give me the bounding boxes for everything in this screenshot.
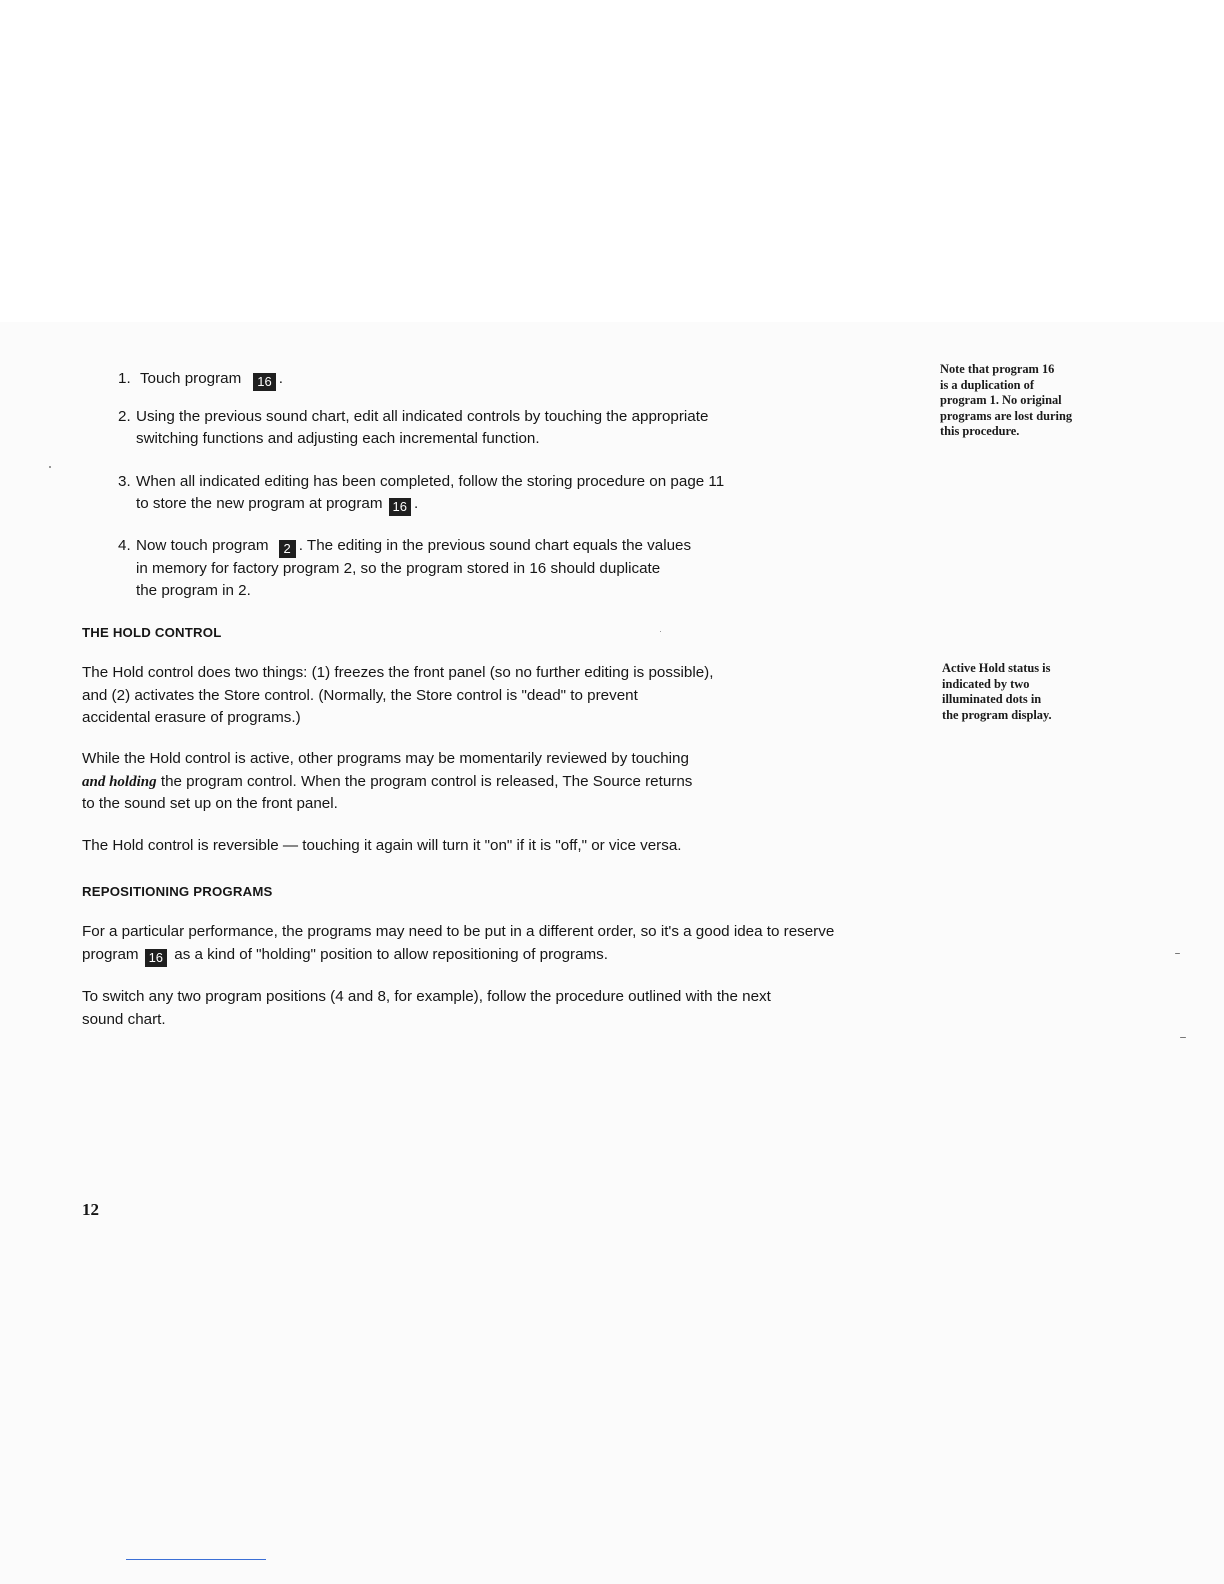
step-text-cont: the program in 2. [136,582,251,599]
paragraph-line: While the Hold control is active, other programs may be momentarily reviewed by touching [82,750,689,767]
step-number: 2. [118,408,131,425]
step-number: 4. [118,537,131,554]
step-text: When all indicated editing has been completed, follow the storing procedure on page 11 [136,473,725,490]
step-punct: . [413,495,419,512]
paragraph-line: To switch any two program positions (4 and 8, for example), follow the procedure outlined with the next [82,988,771,1005]
program-button-icon: 16 [145,949,167,967]
scan-speck [660,631,661,632]
emphasis-text: and holding [82,773,157,790]
paragraph-line: the program control. When the program control is released, The Source returns [156,772,693,790]
bottom-rule [126,1559,266,1560]
paragraph-line: program [82,945,139,963]
margin-note-duplication [940,362,1072,440]
hold-paragraph-1 [82,662,713,730]
note-line: programs are lost during [940,408,1073,423]
paragraph-line: For a particular performance, the programs may need to be put in a different order, so it's a good idea to reserve [82,923,835,940]
note-line: the program display. [942,707,1052,722]
note-line: indicated by two [942,676,1030,691]
section-heading-hold: THE HOLD CONTROL [82,625,222,640]
hold-paragraph-3: The Hold control is reversible — touching it again will turn it "on" if it is "off," or vice versa. [82,837,682,854]
program-button-icon: 16 [389,498,411,516]
paragraph-line: accidental erasure of programs.) [82,709,301,726]
scan-speck [1180,1037,1186,1038]
paragraph-line: as a kind of "holding" position to allow repositioning of programs. [170,945,608,963]
step-punct: . [278,370,283,387]
note-line: program 1. No original [940,393,1062,408]
margin-note-hold-status [942,661,1052,723]
step-text-cont: to store the new program at program [136,495,383,512]
repositioning-paragraph-2 [82,986,771,1031]
step-4 [118,535,798,602]
program-button-icon: 16 [253,373,275,391]
scan-speck [1175,953,1180,954]
paragraph-line: to the sound set up on the front panel. [82,795,338,812]
step-text: Now touch program [136,537,269,554]
step-text: Touch program [139,370,242,387]
paragraph-line: and (2) activates the Store control. (Normally, the Store control is "dead" to prevent [82,686,638,704]
repositioning-paragraph-1 [82,921,834,967]
note-line: this procedure. [940,424,1020,439]
step-1 [118,368,798,391]
note-line: Note that program 16 [940,362,1055,376]
step-number: 1. [118,370,131,387]
step-3 [118,471,798,516]
note-line: Active Hold status is [942,661,1051,675]
page-number: 12 [82,1200,99,1219]
note-line: illuminated dots in [942,692,1042,707]
scan-speck [49,466,51,468]
step-text-cont: in memory for factory program 2, so the program stored in 16 should duplicate [136,560,661,577]
step-text-cont: switching functions and adjusting each incremental function. [136,430,540,447]
step-text: Using the previous sound chart, edit all indicated controls by touching the appropriate [136,408,709,425]
step-number: 3. [118,473,131,490]
step-text: . The editing in the previous sound chart equals the values [298,537,692,554]
paragraph-line: sound chart. [82,1010,166,1028]
paragraph-line: The Hold control does two things: (1) freezes the front panel (so no further editing is possible), [82,664,714,681]
program-button-icon: 2 [279,540,296,558]
section-heading-repositioning: REPOSITIONING PROGRAMS [82,884,273,899]
hold-paragraph-2 [82,748,692,816]
note-line: is a duplication of [940,377,1034,392]
step-2 [118,406,798,450]
